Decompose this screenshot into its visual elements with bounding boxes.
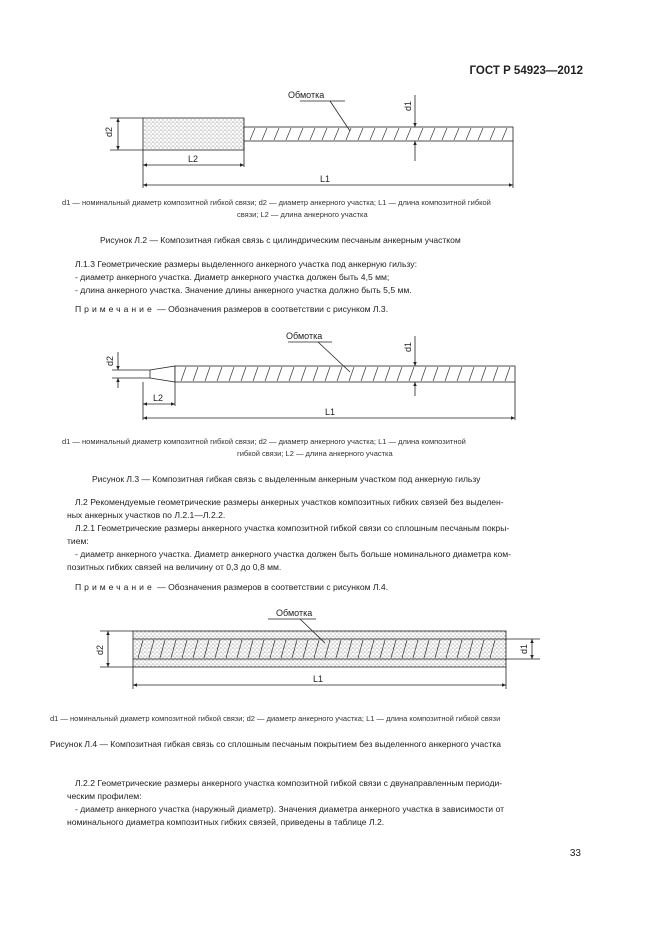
figure-l2 — [0, 85, 661, 195]
fig4-caption: Рисунок Л.4 — Композитная гибкая связь со сплошным песчаным покрытием без выделенного анкерного участка — [50, 739, 501, 749]
fig2-legend-line1: d1 — номинальный диаметр композитной гибкой связи; d2 — диаметр анкерного участка; L1 — длина композитной гибкой — [62, 198, 491, 207]
l13-line1: Л.1.3 Геометрические размеры выделенного анкерного участка под анкерную гильзу: — [75, 259, 417, 269]
fig2-d2-label: d2 — [104, 126, 114, 137]
fig3-wrap-label: Обмотка — [286, 331, 323, 341]
fig4-L1-label: L1 — [313, 674, 324, 684]
figure-l3 — [0, 330, 661, 430]
l2-p2-line1: Л.2.1 Геометрические размеры анкерного участка композитной гибкой связи со сплошным песчаным покры- — [75, 523, 510, 533]
l13-line3: - длина анкерного участка. Значение длины анкерного участка должно быть 5,5 мм. — [75, 285, 412, 295]
fig2-d1-label: d1 — [403, 100, 413, 111]
fig2-legend — [62, 197, 602, 221]
l22-line2: ческим профилем: — [67, 791, 142, 801]
section-l2 — [67, 496, 595, 594]
l2-note-label: Примечание — [75, 582, 155, 592]
fig4-legend-line1: d1 — номинальный диаметр композитной гибкой связи; d2 — диаметр анкерного участка; L1 — длина композитной гибкой связи — [50, 714, 501, 723]
fig3-legend — [62, 436, 602, 460]
l22-line1: Л.2.2 Геометрические размеры анкерного участка композитной гибкой связи с двунаправленным периоди- — [75, 778, 503, 788]
fig3-d1-label: d1 — [403, 341, 413, 352]
fig2-sand-anchor — [143, 118, 244, 150]
l13-line2: - диаметр анкерного участка. Диаметр анкерного участка должен быть 4,5 мм; — [75, 272, 390, 282]
standard-header: ГОСТ Р 54923—2012 — [469, 65, 583, 77]
section-l13 — [75, 258, 595, 316]
fig3-sleeve-tip — [130, 366, 175, 382]
fig3-L1-label: L1 — [325, 407, 336, 417]
l2-p2-line2: тием: — [67, 536, 89, 546]
figure-l4 — [0, 603, 661, 693]
fig4-d1-label: d1 — [519, 643, 529, 654]
fig2-L2-label: L2 — [188, 154, 199, 164]
fig3-caption: Рисунок Л.3 — Композитная гибкая связь с выделенным анкерным участком под анкерную гильзу — [92, 474, 481, 484]
fig2-legend-line2: связи; L2 — длина анкерного участка — [237, 210, 368, 219]
l2-p3-line2: позитных гибких связей на величину от 0,3 до 0,8 мм. — [67, 562, 282, 572]
l2-note-text: — Обозначения размеров в соответствии с рисунком Л.4. — [154, 582, 389, 592]
fig4-wrap-label: Обмотка — [276, 608, 313, 618]
l22-line4: номинального диаметра композитных гибких связей, приведены в таблице Л.2. — [67, 817, 385, 827]
l2-p1-line1: Л.2 Рекомендуемые геометрические размеры анкерных участков композитных гибких связей без выделен- — [75, 497, 504, 507]
fig2-wrap-label: Обмотка — [288, 90, 325, 100]
fig2-caption: Рисунок Л.2 — Композитная гибкая связь с цилиндрическим песчаным анкерным участком — [100, 235, 461, 245]
fig3-legend-line2: гибкой связи; L2 — длина анкерного участка — [237, 449, 393, 458]
l13-note-label: Примечание — [75, 304, 155, 314]
fig4-sand-coated-rod — [133, 631, 506, 667]
section-l22 — [67, 777, 595, 829]
fig3-rod — [175, 366, 515, 382]
l2-p1-line2: ных анкерных участков по Л.2.1—Л.2.2. — [67, 510, 226, 520]
fig3-L2-label: L2 — [153, 393, 164, 403]
l13-note-text: — Обозначения размеров в соответствии с рисунком Л.3. — [154, 304, 389, 314]
fig2-rod — [244, 127, 513, 141]
fig4-d2-label: d2 — [95, 644, 105, 655]
fig3-d2-label: d2 — [105, 355, 115, 366]
l22-line3: - диаметр анкерного участка (наружный диаметр). Значения диаметра анкерного участка в зависимости от — [75, 804, 505, 814]
fig3-legend-line1: d1 — номинальный диаметр композитной гибкой связи; d2 — диаметр анкерного участка; L1 — длина композитной — [62, 437, 466, 446]
fig2-L1-label: L1 — [320, 174, 331, 184]
l2-p3-line1: - диаметр анкерного участка. Диаметр анкерного участка должен быть больше номинального диаметра ком- — [75, 549, 512, 559]
fig4-legend — [50, 713, 610, 725]
page-number: 33 — [569, 848, 581, 859]
